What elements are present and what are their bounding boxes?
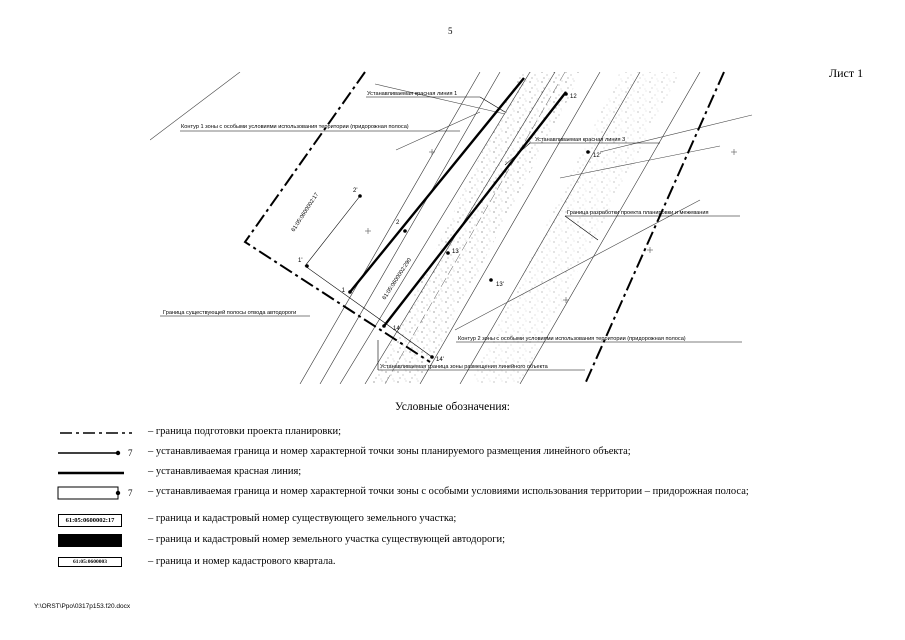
roadside-zone-symbol [40,485,140,501]
point-1: 1 [341,288,345,294]
page-number: 5 [448,26,453,36]
label-cadastral-1: 61:05:0600002:17 [290,191,321,234]
legend-text-planning-boundary: – граница подготовки проекта планировки; [148,426,342,437]
label-contour-2: Контур 2 зоны с особыми условиями использования территории (придорожная полоса) [458,336,686,342]
label-red-line-3: Устанавливаемая красная линия 3 [535,137,626,143]
point-12: 12 [570,94,577,100]
road-plot-symbol [58,534,122,547]
legend-row-red-line [40,465,880,481]
red-line-symbol [40,465,140,481]
legend-marker-number: 7 [128,488,133,498]
legend-row-roadside [40,485,880,501]
legend-text-linear-zone: – устанавливаемая граница и номер характерной точки зоны планируемого размещения линейного объекта; [148,446,631,457]
point-13: 13 [452,249,459,255]
legend-text-red-line: – устанавливаемая красная линия; [148,466,302,477]
legend-row-quarter [40,555,880,571]
land-plot-box: 61:05:0600002:17 [58,514,122,527]
legend-row-linear-zone [40,445,880,461]
dash-dot-line-symbol [40,425,140,441]
label-red-line-1: Устанавливаемая красная линия 1 [367,91,458,97]
zone-line-symbol [40,445,140,461]
legend-marker-number: 7 [128,448,133,458]
point-2-prime: 2' [353,188,358,194]
label-linear-object-boundary: Устанавливаемая граница зоны размещения линейного объекта [380,364,548,370]
point-14-prime: 14' [436,357,444,363]
legend-text-roadside: – устанавливаемая граница и номер характерной точки зоны с особыми условиями использования территории – придорожная полоса; [148,486,749,497]
legend-text-land-plot: – граница и кадастровый номер существующего земельного участка; [148,513,457,524]
point-2: 2 [396,220,400,226]
label-cadastral-2: 61:05:0600002:290 [381,257,413,302]
footer-path: Y:\ORST\Ppo\0317p153.f20.docx [34,603,131,610]
point-12-prime: 12' [593,153,601,159]
sheet-label: Лист 1 [829,66,864,80]
legend-text-road-plot: – граница и кадастровый номер земельного участка существующей автодороги; [148,534,506,545]
point-13-prime: 13' [496,282,504,288]
label-planning-boundary: Граница разработки проекта планировки и межевания [567,210,709,216]
legend-row-planning-boundary [40,425,880,441]
quarter-box: 61:05:0600003 [58,557,122,567]
legend-title: Условные обозначения: [394,401,511,413]
point-14: 14 [393,326,400,332]
legend-text-quarter: – граница и номер кадастрового квартала. [148,556,336,567]
legend-row-road-plot [40,533,880,549]
legend-row-land-plot [40,512,880,528]
point-1-prime: 1' [298,258,303,264]
label-contour-1: Контур 1 зоны с особыми условиями использования территории (придорожная полоса) [181,124,409,130]
label-existing-road-boundary: Граница существующей полосы отвода автодороги [163,310,297,316]
